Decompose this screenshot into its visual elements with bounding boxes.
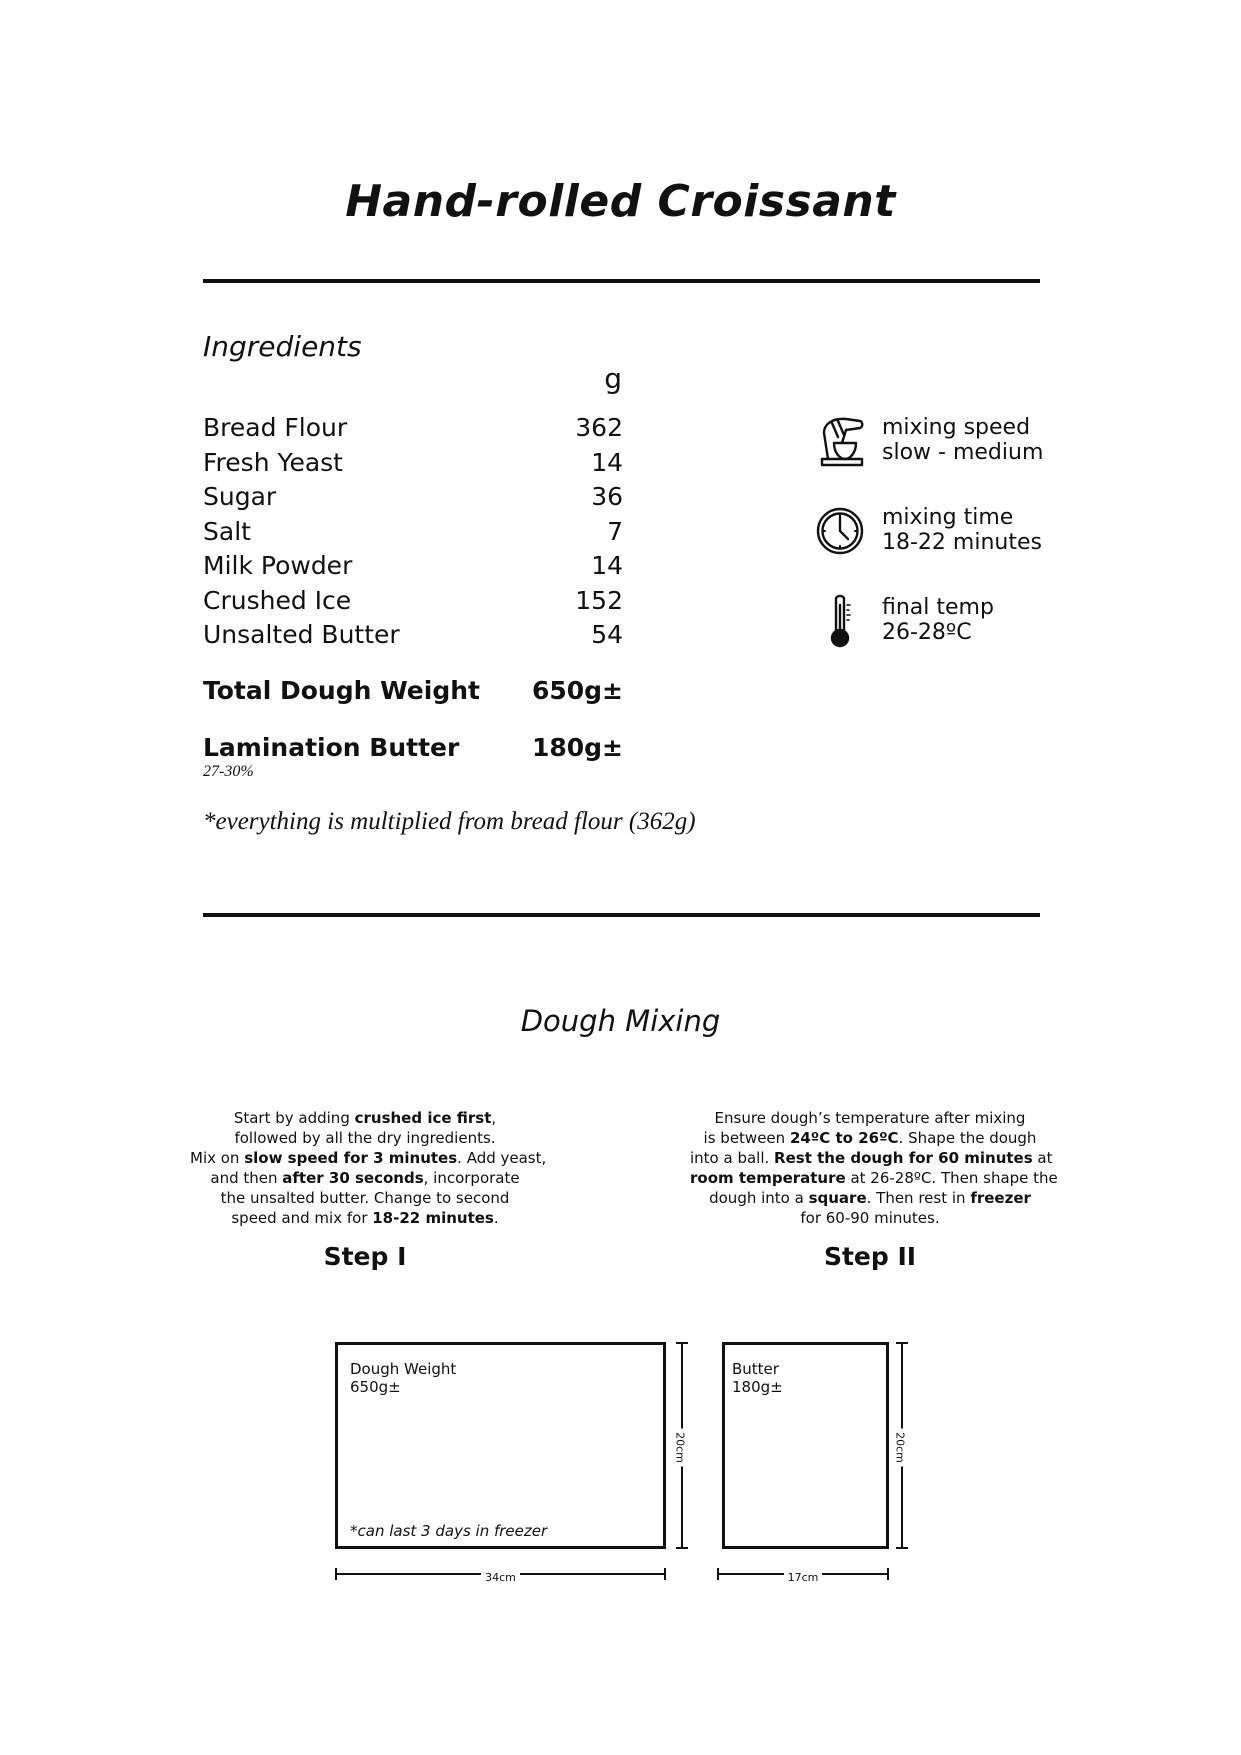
step-1-line bbox=[190, 1128, 540, 1148]
info-value: 18-22 minutes bbox=[882, 530, 1042, 555]
info-label: mixing speed bbox=[882, 415, 1031, 440]
ingredient-row bbox=[203, 446, 623, 481]
text-segment: Mix on bbox=[190, 1149, 245, 1167]
info-label: final temp bbox=[882, 595, 994, 620]
text-segment: . Add yeast, bbox=[457, 1149, 547, 1167]
info-label: mixing time bbox=[882, 505, 1014, 530]
butter-height-tick-top bbox=[896, 1342, 908, 1344]
bold-text: Rest the dough for 60 minutes bbox=[774, 1149, 1033, 1167]
step-1-label: Step I bbox=[323, 1242, 407, 1271]
step-2-line bbox=[690, 1108, 1050, 1128]
butter-height-label: 20cm bbox=[894, 1428, 907, 1467]
dough-sheet-diagram bbox=[335, 1342, 666, 1549]
lamination-butter bbox=[203, 733, 623, 762]
step-2-text bbox=[690, 1108, 1058, 1228]
step-1-line bbox=[190, 1108, 540, 1128]
text-segment: . bbox=[493, 1209, 499, 1227]
text-segment: Start by adding bbox=[233, 1109, 355, 1127]
text-segment: dough into a bbox=[709, 1189, 809, 1207]
butter-title: Butter bbox=[732, 1360, 779, 1378]
bold-text: room temperature bbox=[690, 1169, 846, 1187]
ingredient-row bbox=[203, 515, 623, 550]
ingredient-list bbox=[203, 411, 623, 653]
ingredient-name: Fresh Yeast bbox=[203, 447, 343, 477]
butter-width-label: 17cm bbox=[784, 1571, 823, 1584]
info-value: 26-28ºC bbox=[882, 620, 972, 645]
ingredient-name: Unsalted Butter bbox=[203, 620, 400, 649]
bold-text: slow speed for 3 minutes bbox=[244, 1149, 458, 1167]
dough-height-tick-bottom bbox=[676, 1547, 688, 1549]
stand-mixer-icon bbox=[816, 413, 866, 469]
dough-weight-value: 650g± bbox=[350, 1378, 401, 1396]
step-1-line bbox=[190, 1148, 547, 1168]
step-2-line bbox=[690, 1188, 1050, 1208]
divider-top bbox=[203, 279, 1040, 283]
step-1-line bbox=[190, 1208, 540, 1228]
butter-height-tick-bottom bbox=[896, 1547, 908, 1549]
text-segment: the unsalted butter. Change to second bbox=[220, 1189, 510, 1207]
ingredient-amount: 7 bbox=[607, 516, 623, 546]
bold-text: after 30 seconds bbox=[282, 1169, 424, 1187]
lamination-percent: 27-30% bbox=[203, 763, 254, 780]
dough-height-label: 20cm bbox=[674, 1428, 687, 1467]
bold-text: 24ºC to 26ºC bbox=[789, 1129, 899, 1147]
text-segment: . Shape the dough bbox=[898, 1129, 1037, 1147]
text-segment: at bbox=[1032, 1149, 1053, 1167]
info-value: slow - medium bbox=[882, 440, 1044, 465]
step-1-line bbox=[190, 1168, 540, 1188]
ingredient-amount: 152 bbox=[575, 585, 623, 615]
unit-label: g bbox=[604, 362, 622, 395]
ingredient-name: Bread Flour bbox=[203, 413, 348, 442]
text-segment: Ensure dough’s temperature after mixing bbox=[714, 1109, 1026, 1127]
step-2-line bbox=[690, 1128, 1050, 1148]
text-segment: . Then rest in bbox=[866, 1189, 971, 1207]
text-segment: followed by all the dry ingredients. bbox=[234, 1129, 496, 1147]
bold-text: crushed ice first bbox=[354, 1109, 492, 1127]
ingredients-heading: Ingredients bbox=[203, 330, 362, 363]
text-segment: , bbox=[491, 1109, 497, 1127]
ingredient-row bbox=[203, 411, 623, 446]
text-segment: at 26-28ºC. Then shape the bbox=[845, 1169, 1058, 1187]
total-value: 650g± bbox=[531, 676, 623, 705]
ingredient-row bbox=[203, 480, 623, 515]
butter-sheet-diagram bbox=[722, 1342, 889, 1549]
final-temp-info bbox=[816, 593, 1056, 649]
step-1-text bbox=[190, 1108, 547, 1228]
divider-middle bbox=[203, 913, 1040, 917]
lamination-label: Lamination Butter bbox=[203, 733, 460, 762]
step-2-line bbox=[690, 1148, 1053, 1168]
mixing-speed-info bbox=[816, 413, 1056, 469]
ingredient-name: Milk Powder bbox=[203, 551, 353, 580]
multiplier-note: *everything is multiplied from bread flour (362g) bbox=[203, 808, 696, 835]
ingredient-row bbox=[203, 618, 623, 653]
bold-text: 18-22 minutes bbox=[372, 1209, 494, 1227]
dough-width-label: 34cm bbox=[481, 1571, 520, 1584]
ingredient-amount: 36 bbox=[591, 482, 623, 511]
lamination-value: 180g± bbox=[531, 733, 623, 762]
bold-text: square bbox=[808, 1189, 867, 1207]
total-label: Total Dough Weight bbox=[203, 676, 480, 705]
dough-height-tick-top bbox=[676, 1342, 688, 1344]
step-2-line bbox=[690, 1168, 1058, 1188]
ingredient-amount: 362 bbox=[575, 413, 623, 442]
ingredient-amount: 14 bbox=[591, 551, 623, 580]
ingredient-amount: 54 bbox=[591, 620, 623, 649]
ingredient-name: Crushed Ice bbox=[203, 585, 352, 615]
mixing-time-info bbox=[816, 503, 1056, 559]
ingredient-amount: 14 bbox=[591, 447, 623, 477]
ingredient-row bbox=[203, 584, 623, 619]
page-title: Hand-rolled Croissant bbox=[345, 176, 896, 227]
butter-weight-value: 180g± bbox=[732, 1378, 783, 1396]
ingredient-name: Salt bbox=[203, 516, 251, 546]
step-2-line bbox=[690, 1208, 1050, 1228]
step-1-line bbox=[190, 1188, 540, 1208]
ingredient-row bbox=[203, 549, 623, 584]
step-2-label: Step II bbox=[823, 1242, 917, 1271]
bold-text: freezer bbox=[970, 1189, 1031, 1207]
total-dough-weight bbox=[203, 676, 623, 705]
dough-mixing-heading: Dough Mixing bbox=[520, 1004, 721, 1038]
clock-icon bbox=[816, 503, 866, 559]
thermometer-icon bbox=[816, 593, 866, 649]
text-segment: , incorporate bbox=[423, 1169, 520, 1187]
freezer-note: *can last 3 days in freezer bbox=[350, 1522, 548, 1540]
ingredient-name: Sugar bbox=[203, 482, 277, 511]
text-segment: into a ball. bbox=[690, 1149, 775, 1167]
text-segment: and then bbox=[210, 1169, 283, 1187]
dough-weight-title: Dough Weight bbox=[350, 1360, 457, 1378]
text-segment: is between bbox=[703, 1129, 790, 1147]
text-segment: speed and mix for bbox=[231, 1209, 373, 1227]
text-segment: for 60-90 minutes. bbox=[800, 1209, 940, 1227]
